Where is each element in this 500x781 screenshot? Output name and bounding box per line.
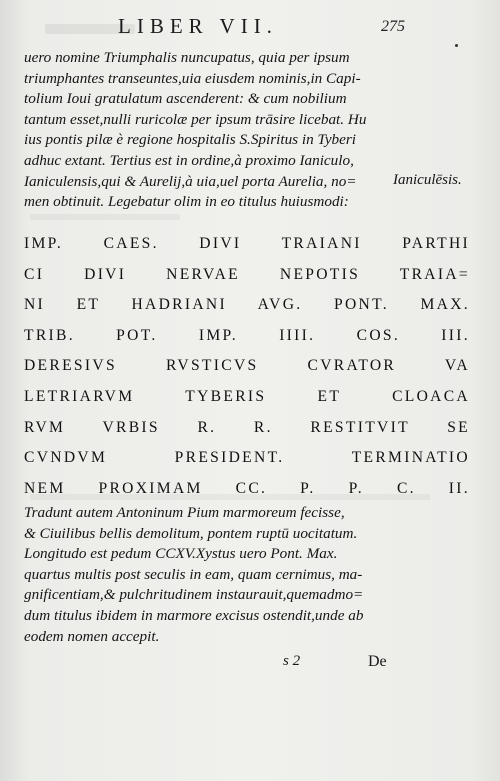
- margin-note: Ianiculēsis.: [393, 172, 462, 188]
- text-line: tantum esset,nulli ruricolæ per ipsum trāsire licebat. Hu: [24, 110, 367, 128]
- page-number: 275: [381, 18, 405, 35]
- inscription-line: NEM PROXIMAM CC. P. P. C. II.: [24, 479, 470, 497]
- inscription-line: TRIB. POT. IMP. IIII. COS. III.: [24, 326, 470, 344]
- text-line: triumphantes transeuntes,uia eiusdem nominis,in Capi-: [24, 69, 361, 87]
- inscription-line: CI DIVI NERVAE NEPOTIS TRAIA=: [24, 265, 470, 283]
- text-line: quartus multis post seculis in eam, quam cernimus, ma-: [24, 565, 363, 583]
- page-footer: [0, 653, 500, 673]
- inscription-line: LETRIARVM TYBERIS ET CLOACA: [24, 387, 470, 405]
- inscription-line: RVM VRBIS R. R. RESTITVIT SE: [24, 418, 470, 436]
- inscription-block: [24, 229, 470, 504]
- text-line: eodem nomen accepit.: [24, 627, 160, 645]
- show-through-shadow: [30, 214, 180, 220]
- text-line: Tradunt autem Antoninum Pium marmoreum fecisse,: [24, 504, 345, 521]
- text-line: ius pontis pilæ è regione hospitalis S.Spiritus in Tyberi: [24, 131, 357, 149]
- inscription-line: CVNDVM PRESIDENT. TERMINATIO: [24, 449, 470, 467]
- paragraph-2: [24, 503, 470, 647]
- inscription-line: IMP. CAES. DIVI TRAIANI PARTHI: [24, 235, 470, 252]
- text-line: Ianiculensis,qui & Aurelij,à uia,uel porta Aurelia, no=: [24, 172, 357, 190]
- text-line: adhuc extant. Tertius est in ordine,à proximo Ianiculo,: [24, 151, 354, 169]
- text-line: gnificentiam,& pulchritudinem instaurauit,quemadmo=: [24, 586, 364, 604]
- text-line: tolium Ioui gratulatum ascenderent: & cum nobilium: [24, 90, 347, 108]
- text-line: Longitudo est pedum CCXV.Xystus uero Pont. Max.: [24, 545, 338, 563]
- page-header: [0, 14, 500, 38]
- text-line: men obtinuit. Legebatur olim in eo titulus huiusmodi:: [24, 193, 349, 211]
- inscription-line: NI ET HADRIANI AVG. PONT. MAX.: [24, 296, 470, 314]
- text-line: uero nomine Triumphalis nuncupatus, quia per ipsum: [24, 49, 350, 66]
- catchword: De: [368, 653, 387, 670]
- signature-mark: s 2: [283, 653, 301, 669]
- ink-speck: [455, 44, 458, 47]
- inscription-line: DERESIVS RVSTICVS CVRATOR VA: [24, 357, 470, 375]
- text-line: dum titulus ibidem in marmore excisus ostendit,unde ab: [24, 606, 364, 624]
- running-title: LIBER VII.: [118, 14, 278, 38]
- text-line: & Ciuilibus bellis demolitum, pontem ruptū uocitatum.: [24, 524, 358, 542]
